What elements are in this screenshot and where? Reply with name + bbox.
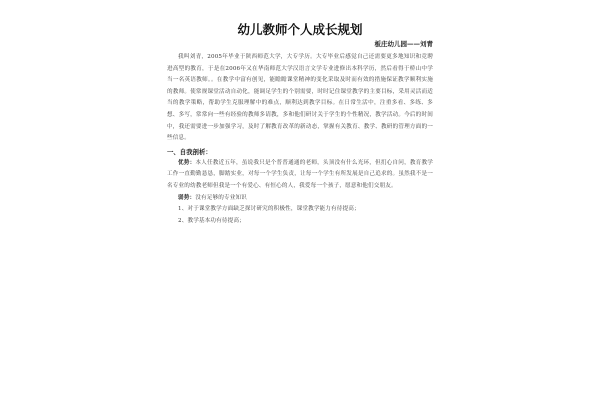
document-title: 幼儿教师个人成长规划 <box>237 22 363 37</box>
weakness-paragraph <box>167 193 433 205</box>
strengths-paragraph <box>167 158 433 193</box>
strengths-text: 本人任教近五年，虽说我只是个普普通通的老师，头顶没有什么光环，但扪心自问，教育教学工作一直勤勤恳恳，脚踏实业，对每一个学生负责，让每一个学生有所发展是自己追求的。虽然我不是一名专业的幼教老师但我是一个有爱心、有恒心的人，我爱每一个孩子，愿意和他们交朋友。 <box>167 159 433 189</box>
section-heading-self-analysis: 一、自我剖析： <box>167 147 212 156</box>
strengths-label: 优势： <box>178 159 196 166</box>
document-author: 板庄幼儿园——刘青 <box>374 40 433 48</box>
weakness-label: 弱势： <box>178 194 196 201</box>
weakness-text: 没有足够的专业知识 <box>195 194 247 201</box>
weakness-item: 2、教学基本功有待提高； <box>178 217 245 224</box>
weakness-item: 1、对于课堂教学方面缺乏探讨研究的积极性，课堂教学能力有待提高； <box>178 206 360 213</box>
intro-paragraph: 我叫刘青，2005年毕业于陕西师范大学，大专学历。大专毕业后感觉自己还需要更多地知识和竞聘进高型的教育，于是在2006年又在华南师范大学汉语言文学专业进修出本科学历，然后看得于桥山中学当一名英语教师。。在教学中富有创见，能瞻瞻课堂精神的变化采取及时而有效的措施保证教学顺利实施的教师。使常规课堂活动自动化，能调足学生的个别需要，时时记住课堂教学的主要目标，采用灵活而适当的教学策略，帮助学生克服理解中的难点，顺利达到教学目标。在日常生活中，注重多看、多练、多想、多写，常常向一些有经验的教师多请教，多和他们研讨关于学生的个性精况，教学活动。今后的时间中，我还需要进一步加强学习，及时了解教育改革的新动态，掌握有关教育、教学、教研的管理方面的一些信息。 <box>167 54 433 142</box>
